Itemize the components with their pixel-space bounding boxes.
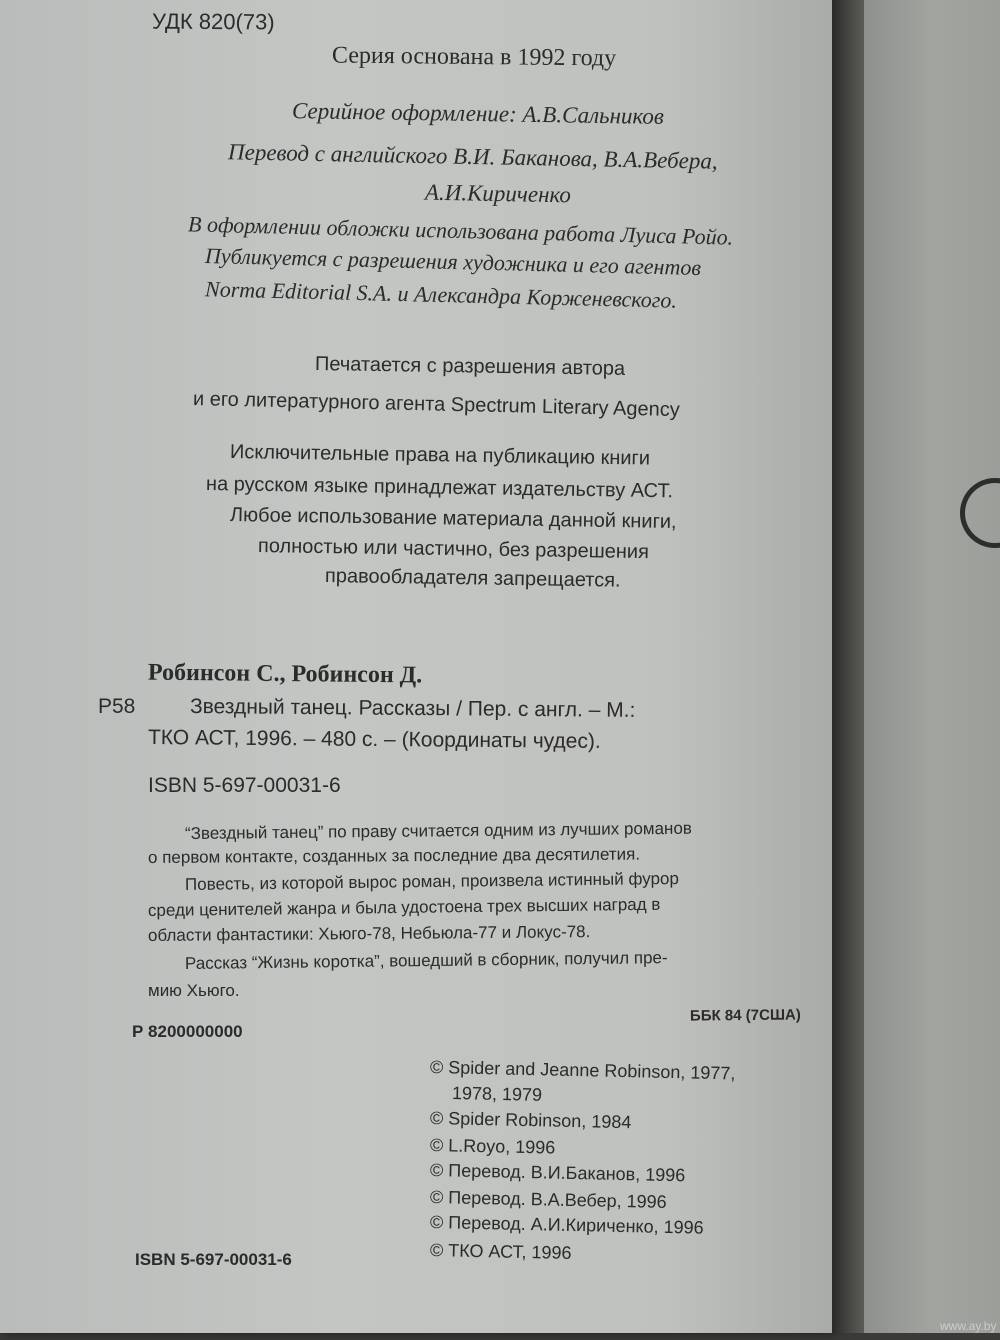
isbn-bottom: ISBN 5-697-00031-6 [135,1250,292,1269]
cover-line-1: В оформлении обложки использована работа Луиса Ройо. [187,211,734,250]
rights-line-1: Исключительные права на публикацию книги [229,441,651,470]
copyright-line-2: 1978, 1979 [451,1083,543,1105]
rights-line-2: на русском языке принадлежат издательству АСТ. [205,473,674,503]
rights-line-5: правообладателя запрещается. [324,565,621,592]
permission-line-2: и его литературного агента Spectrum Literary Agency [192,388,680,422]
annotation-line-6: Рассказ “Жизнь коротка”, вошедший в сборник, получил пре- [184,948,668,973]
bbk-code: ББК 84 (7США) [689,1006,801,1025]
series-design: Серийное оформление: А.В.Сальников [291,98,665,129]
translation-line-1: Перевод с английского В.И. Баканова, В.А.Вебера, [227,139,718,174]
catalog-code: Р58 [98,695,136,718]
cover-line-3: Norma Editorial S.A. и Александра Корженевского. [204,276,678,313]
isbn-main: ISBN 5-697-00031-6 [148,774,341,797]
copyright-line-3: © Spider Robinson, 1984 [429,1108,632,1133]
annotation-line-4: среди ценителей жанра и была удостоена трех высших наград в [147,894,661,920]
adjacent-page [864,0,1000,1333]
cover-line-2: Публикуется с разрешения художника и его агентов [204,242,702,281]
translation-line-2: А.И.Кириченко [424,179,572,208]
book-gutter [832,0,864,1333]
annotation-line-7: мию Хьюго. [148,981,240,1000]
biblio-line-2: ТКО АСТ, 1996. – 480 с. – (Координаты чудес). [147,726,601,753]
copyright-line-8: © ТКО АСТ, 1996 [429,1240,572,1263]
rights-line-3: Любое использование материала данной книги, [229,504,677,534]
annotation-line-1: “Звездный танец” по праву считается одним из лучших романов [184,818,692,843]
annotation-line-3: Повесть, из которой вырос роман, произвела истинный фурор [184,868,679,894]
udk: УДК 820(73) [151,8,275,35]
authors: Робинсон С., Робинсон Д. [147,659,423,689]
copyright-line-1: © Spider and Jeanne Robinson, 1977, [429,1057,736,1084]
watermark: www.ay.by [940,1319,997,1333]
copyright-line-6: © Перевод. В.А.Вебер, 1996 [429,1187,667,1212]
annotation-line-5: области фантастики: Хьюго-78, Небьюла-77 и Локус-78. [147,922,591,945]
rights-line-4: полностью или частично, без разрешения [257,535,650,564]
biblio-line-1: Звездный танец. Рассказы / Пер. с англ. – М.: [189,695,636,722]
r-code: Р 8200000000 [132,1022,243,1041]
series-founded: Серия основана в 1992 году [331,42,617,72]
copyright-line-5: © Перевод. В.И.Баканов, 1996 [429,1160,686,1186]
copyright-line-4: © L.Royo, 1996 [429,1135,556,1158]
copyright-line-7: © Перевод. А.И.Кириченко, 1996 [429,1212,704,1238]
permission-line-1: Печатается с разрешения автора [314,353,626,380]
annotation-line-2: о первом контакте, созданных за последние два десятилетия. [147,844,641,867]
